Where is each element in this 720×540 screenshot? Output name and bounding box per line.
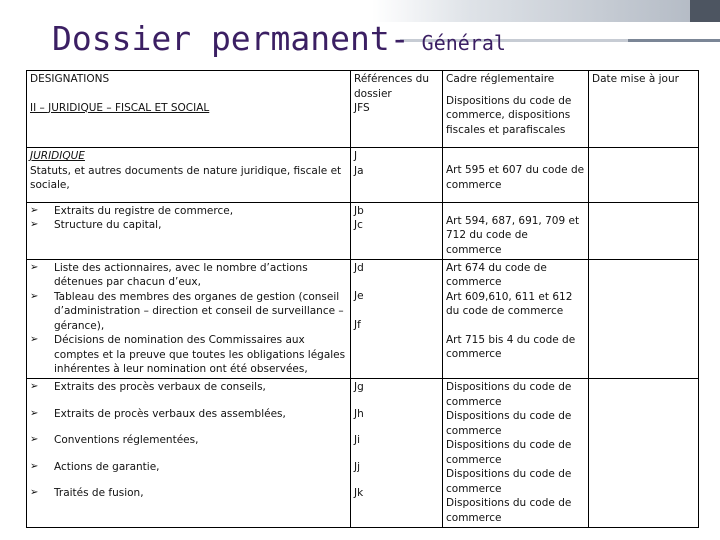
- juridique-heading: JURIDIQUE: [30, 150, 85, 162]
- ref-jj: Jj: [354, 460, 361, 473]
- ref-jc: Jc: [354, 219, 363, 232]
- section-cadre: Dispositions du code de commerce, dispositions fiscales et parafiscales: [446, 94, 572, 136]
- arrow-bullet-icon: ➢: [30, 219, 39, 231]
- dossier-table: [26, 70, 699, 528]
- arrow-bullet-icon: ➢: [30, 460, 39, 472]
- designations-cell: [27, 71, 351, 148]
- table-row-juridique: [27, 148, 699, 203]
- list-item: ➢ Conventions réglementées,: [30, 434, 199, 447]
- section-label: II – JURIDIQUE – FISCAL ET SOCIAL: [30, 101, 210, 114]
- ref-ja: Ja: [354, 164, 364, 177]
- cadre-jh: Dispositions du code de commerce: [446, 410, 572, 437]
- table-row-actionnaires: [27, 259, 699, 379]
- ref-jh: Jh: [354, 407, 364, 420]
- table-row-list: [27, 379, 699, 528]
- date-cell: [589, 71, 699, 148]
- header-date: Date mise à jour: [592, 73, 679, 85]
- list-item: ➢ Tableau des membres des organes de gestion (conseil d’administration – direction et conseil de surveillance – gérance),: [30, 290, 344, 332]
- arrow-bullet-icon: ➢: [30, 334, 39, 346]
- ref-jb: Jb: [354, 204, 364, 217]
- list-item: ➢ Structure du capital,: [30, 219, 162, 232]
- arrow-bullet-icon: ➢: [30, 434, 39, 446]
- list-item: ➢ Liste des actionnaires, avec le nombre d’actions détenues par chacun d’eux,: [30, 261, 308, 289]
- slide-title: [52, 19, 506, 58]
- ref-je: Je: [354, 290, 364, 303]
- arrow-bullet-icon: ➢: [30, 290, 39, 302]
- table-header-row: [27, 71, 699, 148]
- juridique-text: Statuts, et autres documents de nature juridique, fiscale et sociale,: [30, 164, 342, 191]
- ref-jf: Jf: [354, 318, 361, 331]
- list-item: ➢ Extraits des procès verbaux de conseils,: [30, 381, 266, 394]
- actionnaires-cadre-1: Art 674 du code de commerce: [446, 261, 547, 289]
- list-item: ➢ Décisions de nomination des Commissaires aux comptes et la preuve que toutes les obligations légales inhérentes à leur nomination ont été observées,: [30, 334, 346, 376]
- ref-jk: Jk: [354, 487, 364, 500]
- arrow-bullet-icon: ➢: [30, 487, 39, 499]
- header-designations: DESIGNATIONS: [30, 73, 110, 85]
- cadre-ji: Dispositions du code de commerce: [446, 439, 572, 466]
- arrow-bullet-icon: ➢: [30, 261, 39, 273]
- list-item: ➢ Extraits de procès verbaux des assemblées,: [30, 407, 286, 420]
- slide-title-sub: Général: [409, 31, 506, 55]
- table-row-registre: [27, 202, 699, 259]
- slide-title-main: Dossier permanent-: [52, 19, 410, 58]
- cadre-jj: Dispositions du code de commerce: [446, 468, 572, 495]
- list-item: ➢ Actions de garantie,: [30, 460, 160, 473]
- arrow-bullet-icon: ➢: [30, 381, 39, 393]
- title-accent-line-dark: [628, 39, 720, 42]
- cadre-jk: Dispositions du code de commerce: [446, 497, 572, 524]
- list-item: ➢ Traités de fusion,: [30, 487, 144, 500]
- ref-jg: Jg: [354, 381, 364, 394]
- cadre-jg: Dispositions du code de commerce: [446, 381, 572, 408]
- ref-ji: Ji: [354, 434, 361, 447]
- header-references: Références du dossier: [354, 73, 430, 100]
- registre-cadre: Art 594, 687, 691, 709 et 712 du code de commerce: [446, 214, 580, 256]
- top-dark-block: [690, 0, 720, 22]
- actionnaires-cadre-2: Art 609,610, 611 et 612 du code de commerce: [446, 290, 573, 318]
- cadre-cell: [443, 71, 589, 148]
- ref-jd: Jd: [354, 261, 364, 274]
- list-item: ➢ Extraits du registre de commerce,: [30, 204, 234, 217]
- references-cell: [351, 71, 443, 148]
- actionnaires-cadre-3: Art 715 bis 4 du code de commerce: [446, 333, 576, 361]
- top-gradient-band: [372, 0, 690, 22]
- arrow-bullet-icon: ➢: [30, 204, 39, 216]
- arrow-bullet-icon: ➢: [30, 407, 39, 419]
- header-cadre: Cadre réglementaire: [446, 73, 555, 85]
- ref-j: J: [354, 150, 358, 162]
- section-ref: JFS: [354, 102, 370, 114]
- juridique-cadre: Art 595 et 607 du code de commerce: [446, 164, 585, 191]
